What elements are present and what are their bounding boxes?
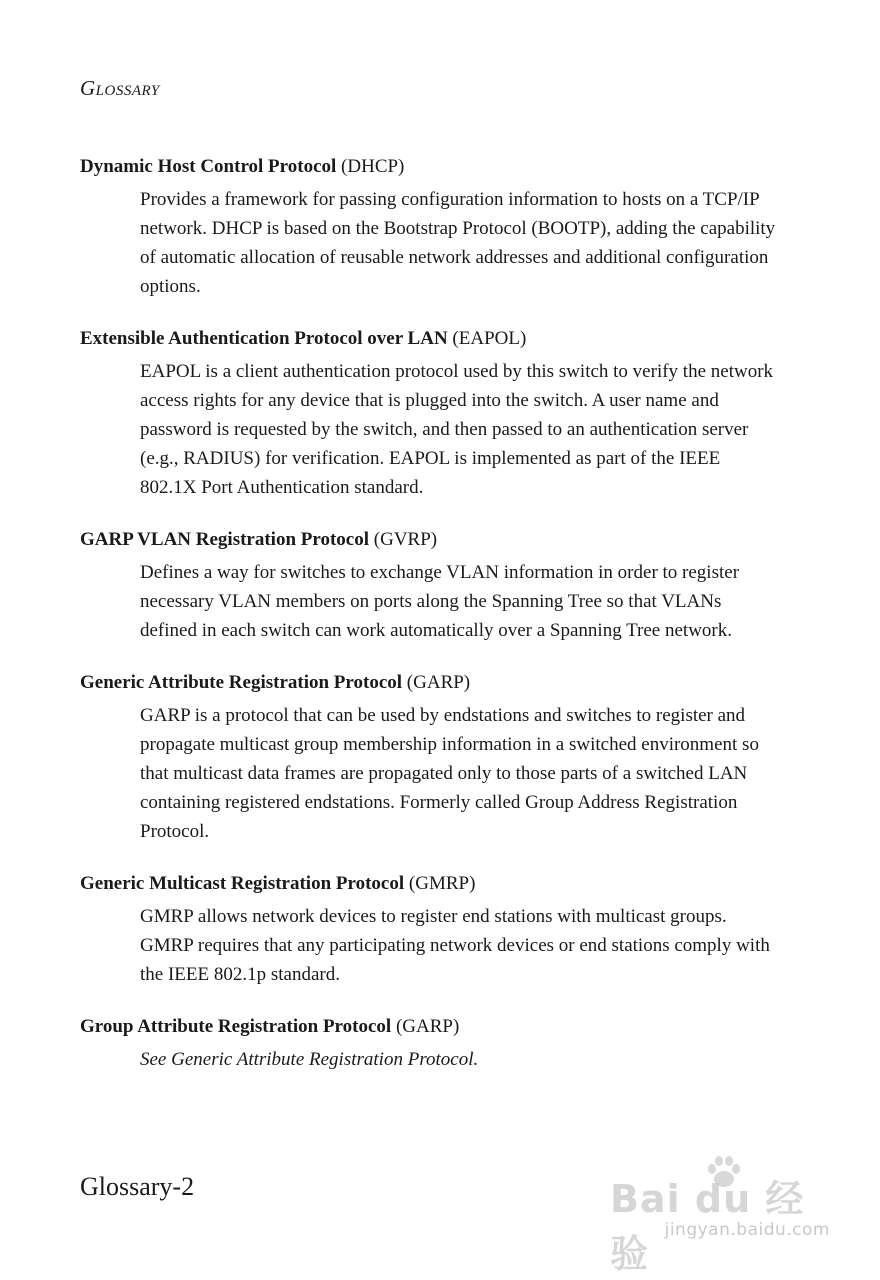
entry-definition: GARP is a protocol that can be used by endstations and switches to register and propagate multicast group membership information in a switched environment so that multicast data frames are propagated only to those parts of a switched LAN containing registered endstations. Formerly called Group Address Registration Protocol.: [140, 705, 759, 842]
term-name: GARP VLAN Registration Protocol: [80, 529, 370, 550]
page-number: Glossary-2: [80, 1172, 195, 1201]
glossary-entry: [80, 1012, 780, 1074]
term-name: Generic Attribute Registration Protocol: [80, 672, 403, 693]
term-name: Group Attribute Registration Protocol: [80, 1016, 392, 1037]
glossary-entry: [80, 869, 780, 989]
glossary-entry: [80, 525, 780, 645]
watermark-url: jingyan.baidu.com: [664, 1220, 830, 1240]
term-abbreviation: (GMRP): [404, 873, 476, 894]
entry-term: [80, 869, 780, 899]
entry-definition: Provides a framework for passing configuration information to hosts on a TCP/IP network. DHCP is based on the Bootstrap Protocol (BOOTP), adding the capability of automatic allocation of reusable network addresses and additional configuration options.: [140, 189, 776, 297]
glossary-entry: [80, 324, 780, 502]
entry-definition: See Generic Attribute Registration Protocol.: [140, 1049, 479, 1070]
entry-term: [80, 1012, 780, 1042]
term-name: Generic Multicast Registration Protocol: [80, 873, 405, 894]
watermark-logo: Bai du 经验: [610, 1177, 805, 1276]
entry-definition: GMRP allows network devices to register end stations with multicast groups. GMRP requires that any participating network devices or end stations comply with the IEEE 802.1p standard.: [140, 906, 770, 985]
entry-definition: EAPOL is a client authentication protocol used by this switch to verify the network access rights for any device that is plugged into the switch. A user name and password is requested by the switch, and then passed to an authentication server (e.g., RADIUS) for verification. EAPOL is implemented as part of the IEEE 802.1X Port Authentication standard.: [140, 361, 774, 498]
term-abbreviation: (DHCP): [336, 156, 405, 177]
entry-term: [80, 668, 780, 698]
term-abbreviation: (GARP): [391, 1016, 460, 1037]
glossary-entry: [80, 668, 780, 846]
term-name: Dynamic Host Control Protocol: [80, 156, 337, 177]
baidu-watermark: [610, 1150, 830, 1276]
glossary-entries: [80, 152, 780, 1097]
term-abbreviation: (GVRP): [369, 529, 438, 550]
entry-definition: Defines a way for switches to exchange VLAN information in order to register necessary VLAN members on ports along the Spanning Tree so that VLANs defined in each switch can work automatically over a Spanning Tree network.: [140, 562, 740, 641]
glossary-entry: [80, 152, 780, 301]
term-name: Extensible Authentication Protocol over LAN: [80, 328, 448, 349]
running-header: Glossary: [80, 76, 160, 100]
entry-term: [80, 324, 780, 354]
entry-term: [80, 525, 780, 555]
entry-term: [80, 152, 780, 182]
term-abbreviation: (GARP): [402, 672, 471, 693]
term-abbreviation: (EAPOL): [447, 328, 527, 349]
